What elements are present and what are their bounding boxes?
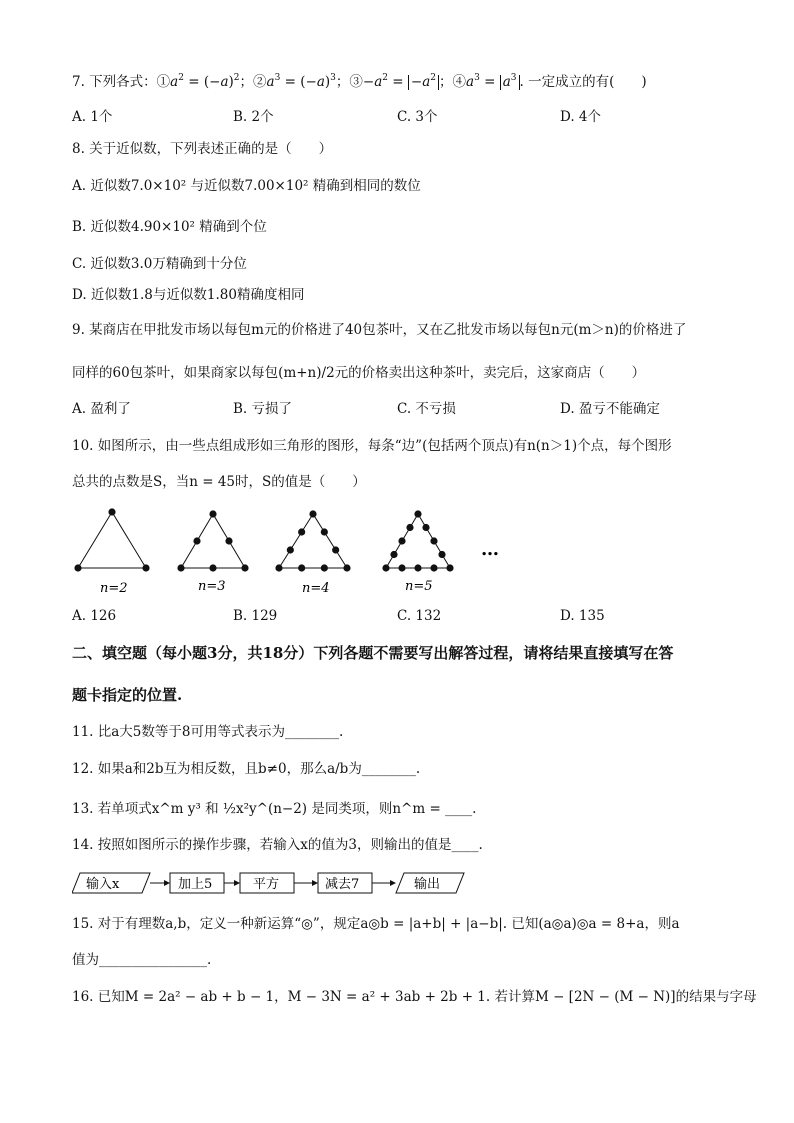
dot-n4 xyxy=(287,546,294,553)
flow-subtract-7: 减去7 xyxy=(325,877,360,892)
dot-n4 xyxy=(321,564,328,571)
dot-n5 xyxy=(398,564,405,571)
dot-n3 xyxy=(177,564,184,571)
q7-expr: $①a^2 = (-a)^2$；$②a^3 = (-a)^3$；$③-a^2 = -a^2$ ；$④a^3 = a^3$ xyxy=(157,74,520,90)
figure-label-n2: n=2 xyxy=(100,581,128,596)
figure-label-n4: n=4 xyxy=(302,581,330,596)
q10-line-1: 10. 如图所示，由一些点组成形如三角形的图形，每条“边”(包括两个顶点)有n(n＞1)个点，每个图形 xyxy=(72,438,672,454)
q9-option-d[interactable]: D. 盈亏不能确定 xyxy=(560,401,660,417)
dot-n5 xyxy=(446,564,453,571)
q10-options xyxy=(72,607,722,625)
figure-label-n3: n=3 xyxy=(198,579,226,594)
q10-line-2: 总共的点数是S，当n = 45时，S的值是（ ） xyxy=(72,474,366,490)
dot-n5 xyxy=(414,564,421,571)
dot-n5 xyxy=(430,537,437,544)
dot-n4 xyxy=(343,564,350,571)
q10-option-c[interactable]: C. 132 xyxy=(397,608,442,624)
q7-stem xyxy=(72,73,647,91)
triangle-n3 xyxy=(181,514,245,568)
q10-option-a[interactable]: A. 126 xyxy=(72,608,117,624)
dot-n3 xyxy=(209,510,216,517)
flow-input: 输入x xyxy=(86,877,120,892)
operation-flowchart xyxy=(72,870,492,896)
dot-n5 xyxy=(430,564,437,571)
dot-n4 xyxy=(298,564,305,571)
q8-option-b[interactable]: B. 近似数4.90×10² 精确到个位 xyxy=(72,219,267,235)
q7-option-c[interactable]: C. 3个 xyxy=(397,109,438,125)
dot-n4 xyxy=(332,546,339,553)
section-2-heading-line-1: 二、填空题（每小题3分，共18分）下列各题不需要写出解答过程，请将结果直接填写在答 xyxy=(72,644,674,662)
triangle-n4 xyxy=(279,514,347,568)
q8-option-d[interactable]: D. 近似数1.8与近似数1.80精确度相同 xyxy=(72,287,305,303)
q10-option-d[interactable]: D. 135 xyxy=(560,608,605,624)
q12: 12. 如果a和2b互为相反数，且b≠0，那么a/b为________. xyxy=(72,761,421,777)
dot-n3 xyxy=(241,564,248,571)
q9-line-1: 9. 某商店在甲批发市场以每包m元的价格进了40包茶叶，又在乙批发市场以每包n元(m＞n)的价格进了 xyxy=(72,322,687,338)
section-2-heading-line-2: 题卡指定的位置. xyxy=(72,686,183,704)
dot-n3 xyxy=(209,564,216,571)
q16: 16. 已知M = 2a² − ab + b − 1，M − 3N = a² + 3ab + 2b + 1. 若计算M − [2N − (M − N)]的结果与字母 xyxy=(72,989,757,1005)
q9-option-b[interactable]: B. 亏损了 xyxy=(233,401,293,417)
figure-label-n5: n=5 xyxy=(405,579,433,594)
dot-n4 xyxy=(321,528,328,535)
q8-option-c[interactable]: C. 近似数3.0万精确到十分位 xyxy=(72,256,247,272)
q10-option-b[interactable]: B. 129 xyxy=(233,608,278,624)
dot-n3 xyxy=(225,537,232,544)
q7-item-1: $①a^2 = (-a)^2$ xyxy=(156,73,240,90)
q7-item-4: $④a^3 = a^3$ xyxy=(453,74,520,90)
triangle-n2 xyxy=(78,512,146,568)
dot-n4 xyxy=(298,528,305,535)
dot-n5 xyxy=(398,537,405,544)
dot-n4 xyxy=(309,510,316,517)
q7-suffix: . 一定成立的有( ) xyxy=(519,74,647,90)
q9-line-2: 同样的60包茶叶，如果商家以每包(m+n)/2元的价格卖出这种茶叶，卖完后，这家商店（ ） xyxy=(72,365,646,381)
triangle-n5 xyxy=(386,514,450,568)
q13: 13. 若单项式x^m y³ 和 ½x²y^(n−2) 是同类项，则n^m = ____. xyxy=(72,801,477,817)
q14-stem: 14. 按照如图所示的操作步骤，若输入x的值为3，则输出的值是____. xyxy=(72,837,483,853)
q15-line-2: 值为________________. xyxy=(72,952,212,968)
dot-n4 xyxy=(275,564,282,571)
q7-options xyxy=(72,108,722,126)
triangle-dots-figure xyxy=(0,500,794,600)
q7-option-b[interactable]: B. 2个 xyxy=(233,109,274,125)
q7-option-d[interactable]: D. 4个 xyxy=(560,109,602,125)
q7-option-a[interactable]: A. 1个 xyxy=(72,109,113,125)
q9-options xyxy=(72,400,722,418)
q11: 11. 比a大5数等于8可用等式表示为________. xyxy=(72,724,344,740)
dot-n5 xyxy=(414,510,421,517)
dot-n2 xyxy=(108,508,115,515)
q9-option-c[interactable]: C. 不亏损 xyxy=(397,401,456,417)
q7-prefix: 7. 下列各式： xyxy=(72,74,157,90)
figure-ellipsis: … xyxy=(481,539,499,560)
q9-option-a[interactable]: A. 盈利了 xyxy=(72,401,131,417)
dot-n3 xyxy=(193,537,200,544)
dot-n2 xyxy=(74,564,81,571)
dot-n5 xyxy=(382,564,389,571)
flow-output: 输出 xyxy=(414,877,441,892)
dot-n5 xyxy=(390,551,397,558)
flow-add-5: 加上5 xyxy=(178,877,213,892)
q7-item-2: $②a^3 = (-a)^3$ xyxy=(253,73,336,90)
q15-line-1: 15. 对于有理数a,b，定义一种新运算“◎”，规定a◎b = |a+b| + |a−b|. 已知(a◎a)◎a = 8+a，则a xyxy=(72,916,680,932)
flow-square: 平方 xyxy=(253,877,280,892)
dot-n2 xyxy=(142,564,149,571)
dot-n5 xyxy=(438,551,445,558)
q8-stem: 8. 关于近似数，下列表述正确的是（ ） xyxy=(72,141,333,157)
q8-option-a[interactable]: A. 近似数7.0×10² 与近似数7.00×10² 精确到相同的数位 xyxy=(72,178,421,194)
dot-n5 xyxy=(422,524,429,531)
dot-n5 xyxy=(406,524,413,531)
q7-item-3: $③-a^2 = -a^2$ xyxy=(349,74,439,90)
